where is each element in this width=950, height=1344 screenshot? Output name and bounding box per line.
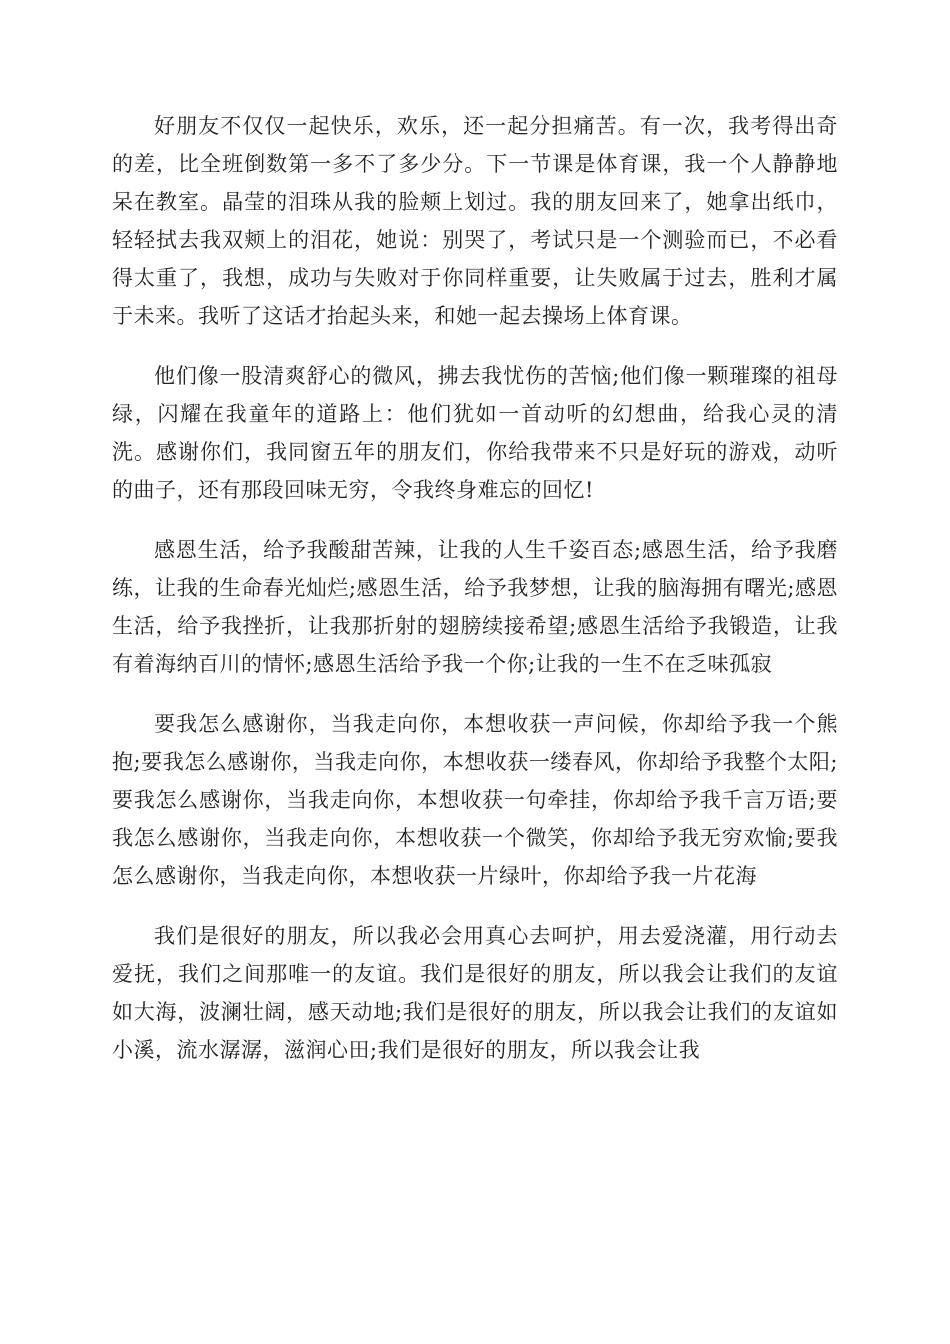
paragraph-friendship-sharing-pain: 好朋友不仅仅一起快乐，欢乐，还一起分担痛苦。有一次，我考得出奇的差，比全班倒数第一多不了多少分。下一节课是体育课，我一个人静静地呆在教室。晶莹的泪珠从我的脸颊上划过。我的朋友回来了，她拿出纸巾，轻轻拭去我双颊上的泪花，她说：别哭了，考试只是一个测验而已，不必看得太重了，我想，成功与失败对于你同样重要，让失败属于过去，胜利才属于未来。我听了这话才抬起头来，和她一起去操场上体育课。 (112, 114, 838, 328)
document-body (112, 107, 838, 1091)
paragraph-gratitude-for-life: 感恩生活，给予我酸甜苦辣，让我的人生千姿百态;感恩生活，给予我磨练，让我的生命春光灿烂;感恩生活，给予我梦想，让我的脑海拥有曙光;感恩生活，给予我挫折，让我那折射的翅膀续接希望;感恩生活给予我锻造，让我有着海纳百川的情怀;感恩生活给予我一个你;让我的一生不在乏味孤寂 (112, 538, 838, 676)
paragraph-breeze-metaphor: 他们像一股清爽舒心的微风，拂去我忧伤的苦恼;他们像一颗璀璨的祖母绿，闪耀在我童年的道路上：他们犹如一首动听的幻想曲，给我心灵的清洗。感谢你们，我同窗五年的朋友们，你给我带来不只是好玩的游戏，动听的曲子，还有那段回味无穷，令我终身难忘的回忆! (112, 364, 838, 502)
paragraph-how-to-thank-you: 要我怎么感谢你，当我走向你，本想收获一声问候，你却给予我一个熊抱;要我怎么感谢你，当我走向你，本想收获一缕春风，你却给予我整个太阳;要我怎么感谢你，当我走向你，本想收获一句牵挂，你却给予我千言万语;要我怎么感谢你，当我走向你，本想收获一个微笑，你却给予我无穷欢愉;要我怎么感谢你，当我走向你，本想收获一片绿叶，你却给予我一片花海 (112, 712, 838, 888)
paragraph-good-friends: 我们是很好的朋友，所以我必会用真心去呵护，用去爱浇灌，用行动去爱抚，我们之间那唯一的友谊。我们是很好的朋友，所以我会让我们的友谊如大海，波澜壮阔，感天动地;我们是很好的朋友，所以我会让我们的友谊如小溪，流水潺潺，滋润心田;我们是很好的朋友，所以我会让我 (112, 924, 838, 1062)
